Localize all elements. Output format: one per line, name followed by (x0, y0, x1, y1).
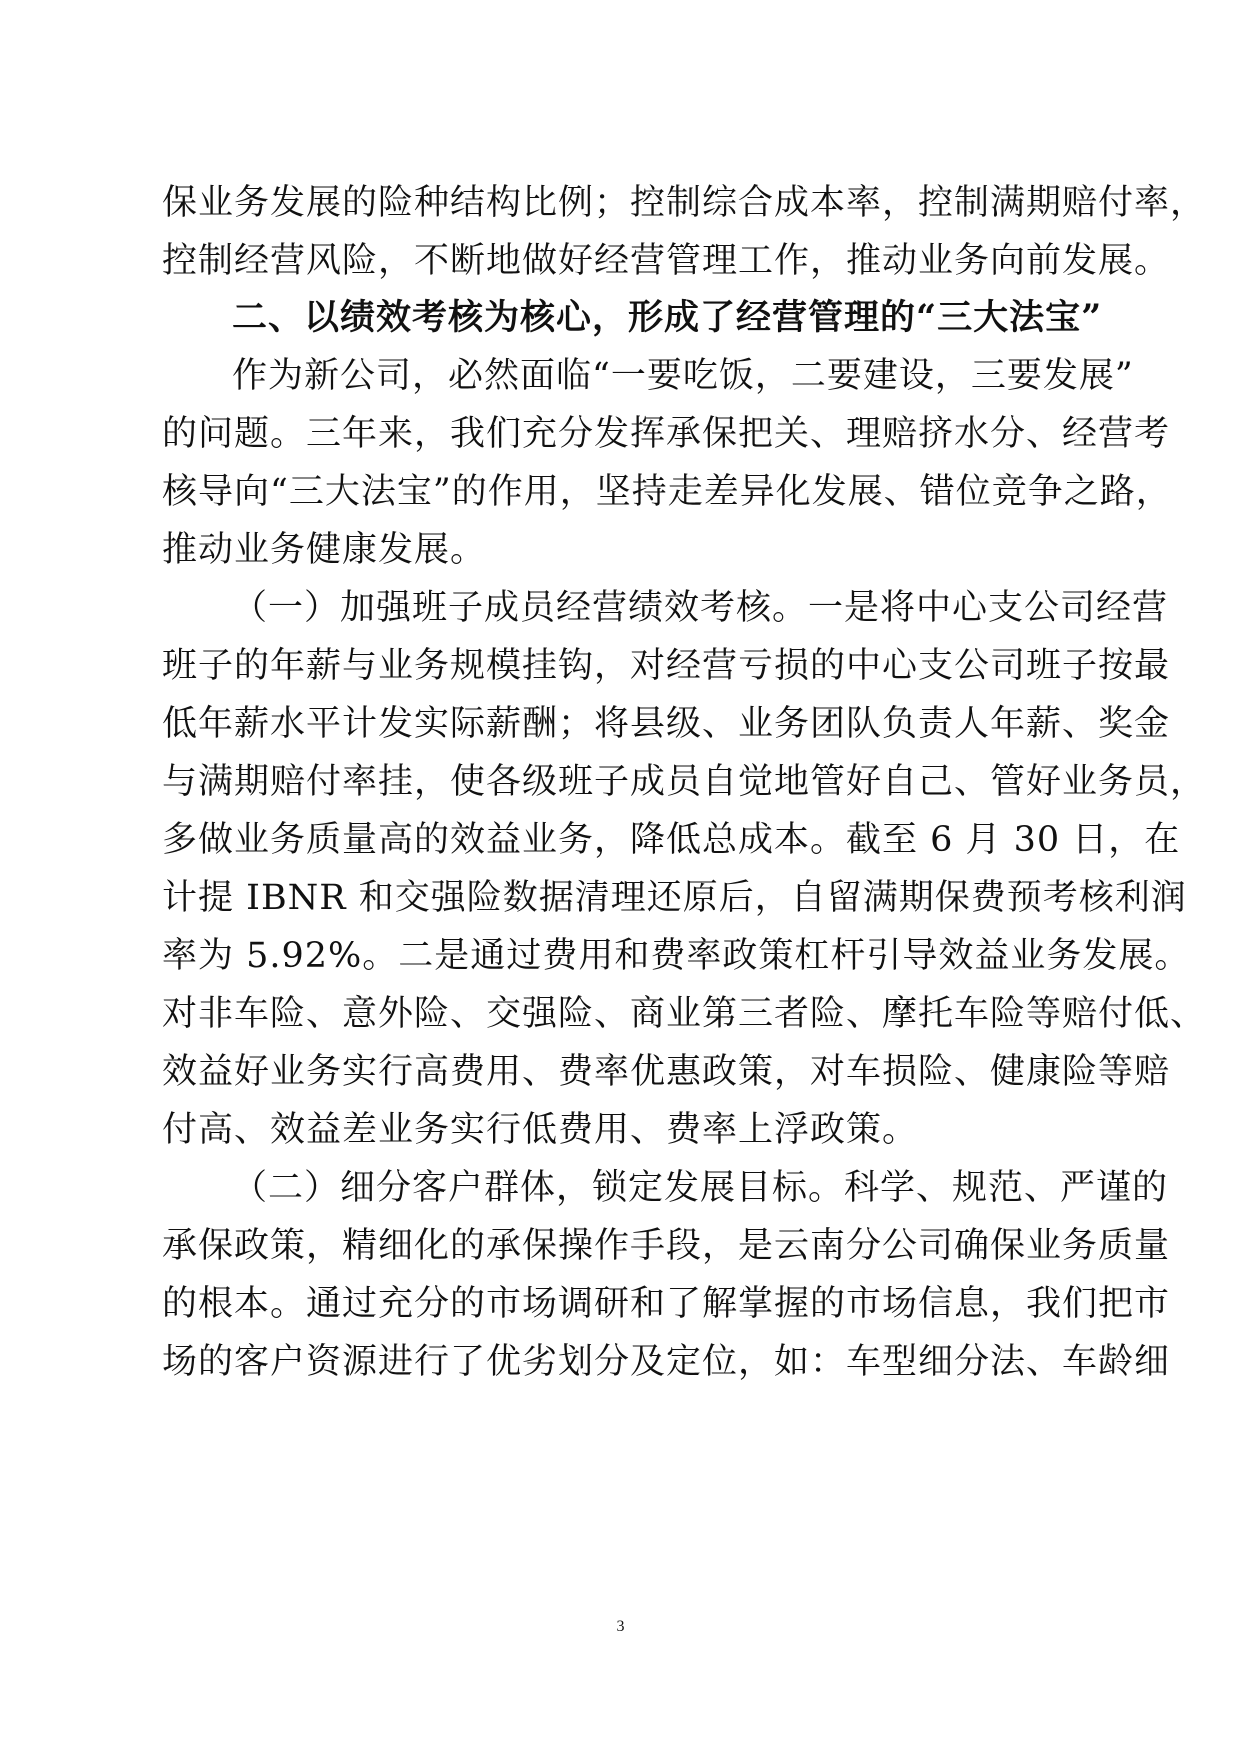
body-text-line: 的问题。三年来，我们充分发挥承保把关、理赔挤水分、经营考 (162, 414, 1171, 454)
body-text-line: 控制经营风险，不断地做好经营管理工作，推动业务向前发展。 (162, 241, 1171, 281)
body-text-line: 保业务发展的险种结构比例；控制综合成本率，控制满期赔付率， (162, 183, 1207, 223)
page-number: 3 (616, 1618, 625, 1635)
body-text-line: 付高、效益差业务实行低费用、费率上浮政策。 (162, 1110, 919, 1150)
body-text-line: 率为 5.92%。二是通过费用和费率政策杠杆引导效益业务发展。 (162, 936, 1191, 976)
body-text-line: 与满期赔付率挂，使各级班子成员自觉地管好自己、管好业务员， (162, 762, 1207, 802)
paragraph-first-line: （二）细分客户群体，锁定发展目标。科学、规范、严谨的 (232, 1168, 1169, 1208)
paragraph-first-line: 作为新公司，必然面临“一要吃饭，二要建设，三要发展” (232, 356, 1134, 396)
section-heading: 二、以绩效考核为核心，形成了经营管理的“三大法宝” (232, 297, 1103, 338)
body-text-line: 推动业务健康发展。 (162, 530, 487, 570)
paragraph-first-line: （一）加强班子成员经营绩效考核。一是将中心支公司经营 (232, 588, 1169, 628)
body-text-line: 低年薪水平计发实际薪酬；将县级、业务团队负责人年薪、奖金 (162, 704, 1171, 744)
body-text-line: 效益好业务实行高费用、费率优惠政策，对车损险、健康险等赔 (162, 1052, 1171, 1092)
body-text-line: 多做业务质量高的效益业务，降低总成本。截至 6 月 30 日，在 (162, 820, 1181, 860)
body-text-line: 场的客户资源进行了优劣划分及定位，如：车型细分法、车龄细 (162, 1342, 1171, 1382)
body-text-line: 的根本。通过充分的市场调研和了解掌握的市场信息，我们把市 (162, 1284, 1171, 1324)
body-text-line: 承保政策，精细化的承保操作手段，是云南分公司确保业务质量 (162, 1226, 1171, 1266)
body-text-line: 对非车险、意外险、交强险、商业第三者险、摩托车险等赔付低、 (162, 994, 1207, 1034)
body-text-line: 核导向“三大法宝”的作用，坚持走差异化发展、错位竞争之路， (162, 472, 1172, 512)
body-text-line: 计提 IBNR 和交强险数据清理还原后，自留满期保费预考核利润 (162, 878, 1187, 918)
body-text-line: 班子的年薪与业务规模挂钩，对经营亏损的中心支公司班子按最 (162, 646, 1171, 686)
